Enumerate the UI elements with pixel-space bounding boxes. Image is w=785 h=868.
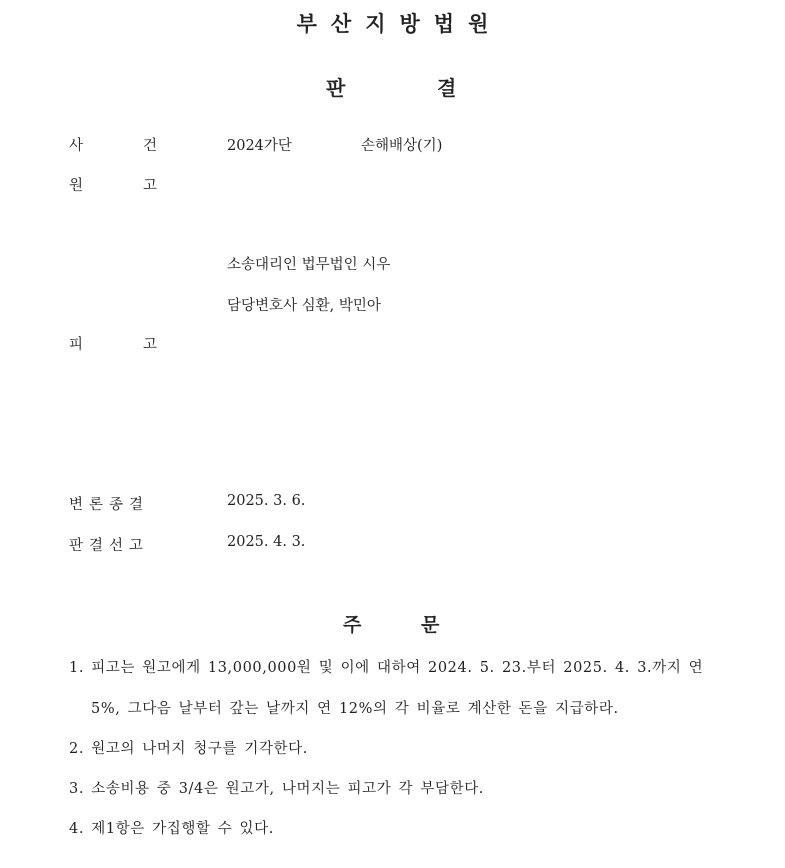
ruling-date: 2025. 4. 3. (227, 534, 306, 550)
order-item-2: 2. 원고의 나머지 청구를 기각한다. (69, 741, 308, 757)
plaintiff-attorneys: 담당변호사 심환, 박민아 (227, 298, 381, 314)
order-item-3: 3. 소송비용 중 3/4은 원고가, 나머지는 피고가 각 부담한다. (69, 781, 485, 797)
plaintiff-representative: 소송대리인 법무법인 시우 (227, 257, 391, 273)
defendant-label-1: 피 (69, 337, 84, 353)
defendant-label-2: 고 (143, 337, 158, 353)
case-label-1: 사 (69, 138, 84, 154)
order-item-1-line-1: 1. 피고는 원고에게 13,000,000원 및 이에 대하여 2024. 5. 23.부터 2025. 4. 3.까지 연 (69, 660, 704, 676)
court-name: 부산지방법원 (296, 12, 503, 36)
plaintiff-label-2: 고 (143, 178, 158, 194)
case-number: 2024가단 (227, 138, 292, 154)
order-title-left: 주 (343, 614, 362, 636)
order-title-right: 문 (421, 614, 440, 636)
closing-label: 변론종결 (69, 497, 150, 513)
doc-title-left: 판 (326, 76, 346, 100)
order-item-1-line-2: 5%, 그다음 날부터 갚는 날까지 연 12%의 각 비율로 계산한 돈을 지급하라. (91, 701, 619, 717)
plaintiff-label-1: 원 (69, 178, 84, 194)
ruling-label: 판결선고 (69, 538, 150, 554)
order-item-4: 4. 제1항은 가집행할 수 있다. (69, 821, 274, 837)
closing-date: 2025. 3. 6. (227, 493, 306, 509)
case-label-2: 건 (143, 138, 158, 154)
case-name: 손해배상(기) (361, 138, 443, 154)
doc-title-right: 결 (437, 76, 457, 100)
